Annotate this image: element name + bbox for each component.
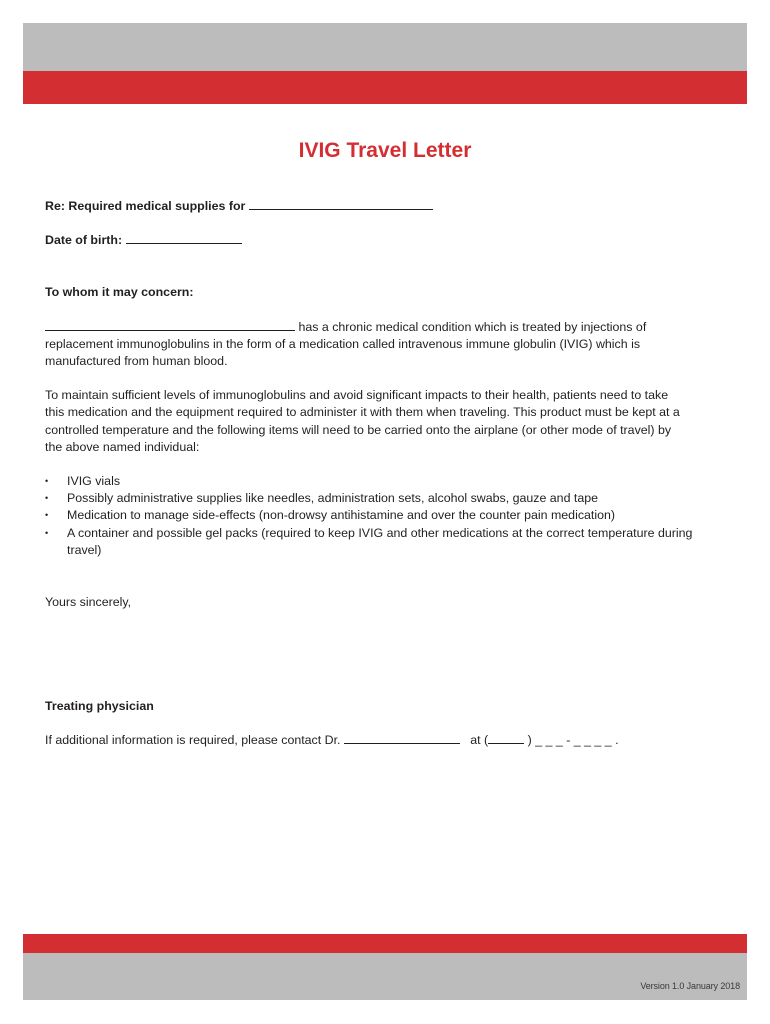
footer-grey-band (23, 953, 747, 1000)
patient-name-blank-2[interactable] (45, 319, 295, 331)
patient-name-blank[interactable] (249, 198, 433, 210)
paragraph-condition-line1 (45, 320, 646, 334)
supplies-list (45, 473, 729, 559)
phone-number-blank[interactable]: ) _ _ _ - _ _ _ _ . (527, 733, 619, 748)
paragraph-condition-line2: replacement immunoglobulins in the form of a medication called intravenous immune globulin (IVIG) which is (45, 336, 641, 351)
list-item-text: IVIG vials (67, 474, 121, 489)
letter-body (45, 198, 729, 750)
contact-prefix: If additional information is required, please contact Dr. (45, 733, 341, 748)
document-title: IVIG Travel Letter (298, 139, 472, 162)
dob-label: Date of birth: (45, 233, 123, 248)
list-item-text: A container and possible gel packs (required to keep IVIG and other medications at the correct temperature during (67, 525, 693, 540)
paragraph-requirements (45, 387, 729, 456)
date-of-birth-blank[interactable] (126, 232, 242, 244)
list-item-text: Medication to manage side-effects (non-drowsy antihistamine and over the counter pain medication) (67, 508, 616, 523)
list-item (45, 525, 729, 559)
version-label: Version 1.0 January 2018 (640, 981, 740, 991)
bullet: • (45, 493, 49, 504)
paragraph-condition-line3: manufactured from human blood. (45, 354, 228, 369)
header-grey-band (23, 23, 747, 71)
bullet: • (45, 510, 49, 521)
list-item-text-continued: travel) (67, 542, 102, 557)
paragraph-requirements-line3: controlled temperature and the following items will need to be carried onto the airplane (or other mode of travel) by (45, 422, 672, 437)
paragraph-requirements-line2: this medication and the equipment required to administer it with them when traveling. This product must be kept at a (45, 405, 680, 420)
bullet: • (45, 527, 49, 538)
paragraph-condition (45, 319, 729, 371)
salutation: To whom it may concern: (45, 285, 194, 300)
paragraph-requirements-line1: To maintain sufficient levels of immunoglobulins and avoid significant impacts to their health, patients need to take (45, 388, 669, 403)
contact-line (45, 732, 729, 749)
header-red-band (23, 71, 747, 104)
re-label: Re: Required medical supplies for (45, 199, 246, 213)
closing: Yours sincerely, (45, 595, 132, 610)
contact-at: at ( (470, 733, 489, 748)
re-line (45, 198, 729, 215)
paragraph-requirements-line4: the above named individual: (45, 439, 200, 454)
treating-physician-label: Treating physician (45, 699, 154, 714)
bullet: • (45, 476, 49, 487)
list-item (45, 473, 729, 490)
list-item (45, 507, 729, 524)
list-item (45, 490, 729, 507)
dob-line (45, 232, 729, 249)
area-code-blank[interactable] (488, 732, 524, 744)
list-item-text: Possibly administrative supplies like needles, administration sets, alcohol swabs, gauze and tape (67, 491, 599, 506)
paragraph-condition-text: has a chronic medical condition which is treated by injections of (298, 319, 647, 334)
doctor-name-blank[interactable] (344, 732, 460, 744)
footer-red-band (23, 934, 747, 953)
